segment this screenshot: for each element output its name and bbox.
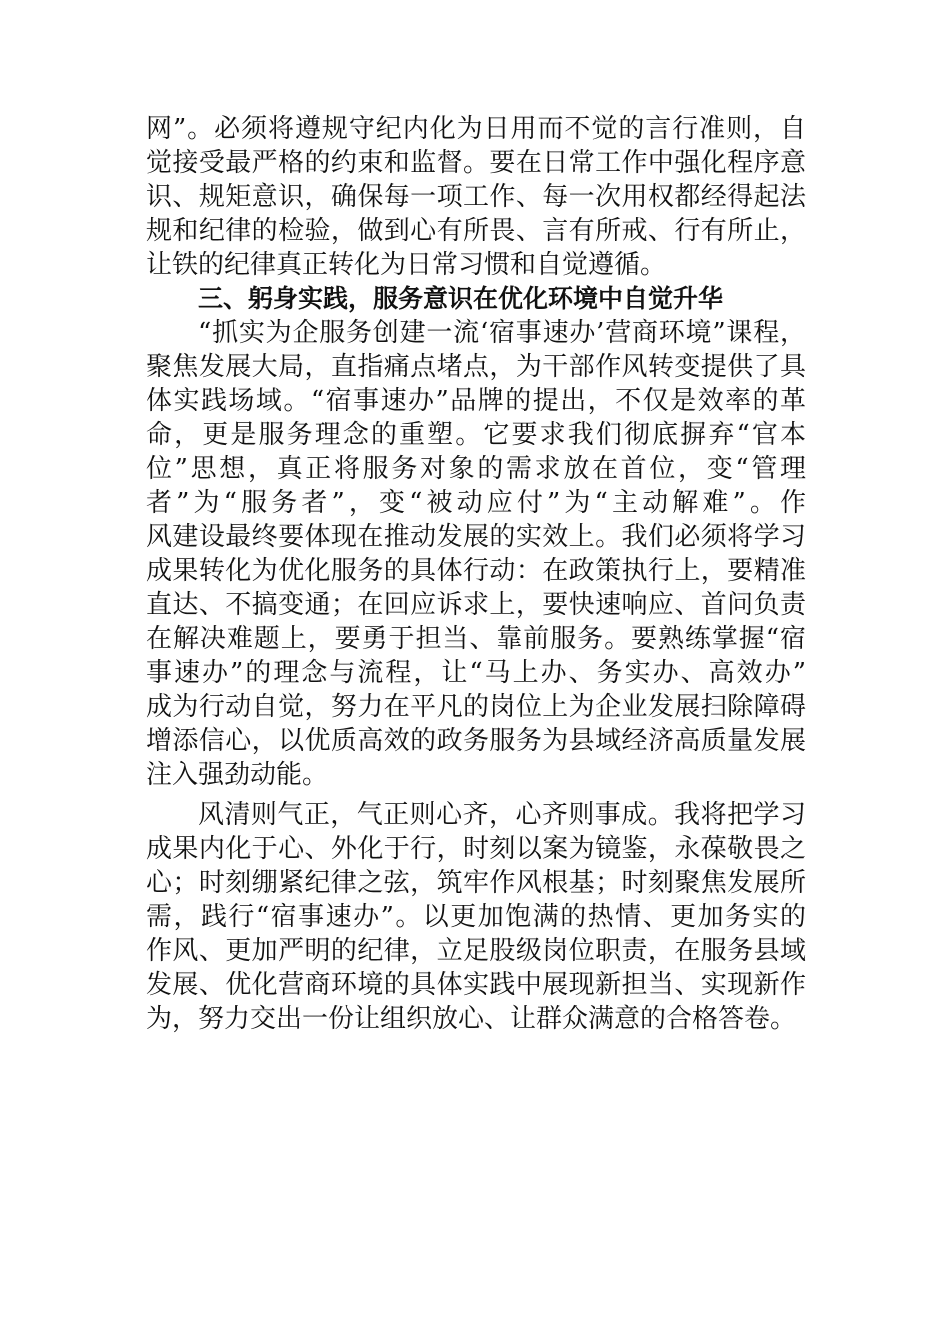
paragraph-service — [146, 316, 806, 792]
text-line: 让铁的纪律真正转化为日常习惯和自觉遵循。 — [146, 250, 667, 280]
text-line: 者”为“服务者”，变“被动应付”为“主动解难”。作 — [146, 488, 806, 518]
text-line: 成为行动自觉，努力在平凡的岗位上为企业发展扫除障碍 — [146, 692, 806, 722]
text-line: 识、规矩意识，确保每一项工作、每一次用权都经得起法 — [146, 182, 806, 212]
text-line: 风清则气正，气正则心齐，心齐则事成。我将把学习 — [198, 800, 806, 830]
paragraph-conclusion — [146, 798, 806, 1036]
text-line: “抓实为企服务创建一流‘宿事速办’营商环境”课程， — [198, 318, 806, 348]
text-line: 需，践行“宿事速办”。以更加饱满的热情、更加务实的 — [146, 902, 806, 932]
text-line: 聚焦发展大局，直指痛点堵点，为干部作风转变提供了具 — [146, 352, 806, 382]
text-line: 成果转化为优化服务的具体行动：在政策执行上，要精准 — [146, 556, 806, 586]
text-line: 位”思想，真正将服务对象的需求放在首位，变“管理 — [146, 454, 806, 484]
section-heading-3: 三、躬身实践，服务意识在优化环境中自觉升华 — [198, 284, 724, 313]
text-line: 风建设最终要体现在推动发展的实效上。我们必须将学习 — [146, 522, 806, 552]
text-line: 注入强劲动能。 — [146, 760, 329, 790]
text-line: 增添信心，以优质高效的政务服务为县域经济高质量发展 — [146, 726, 806, 756]
text-line: 事速办”的理念与流程，让“马上办、务实办、高效办” — [146, 658, 806, 688]
text-line: 成果内化于心、外化于行，时刻以案为镜鉴，永葆敬畏之 — [146, 834, 806, 864]
text-line: 发展、优化营商环境的具体实践中展现新担当、实现新作 — [146, 970, 806, 1000]
text-line: 直达、不搞变通；在回应诉求上，要快速响应、首问负责 — [146, 590, 806, 620]
text-line: 觉接受最严格的约束和监督。要在日常工作中强化程序意 — [146, 148, 806, 178]
text-line: 作风、更加严明的纪律，立足股级岗位职责，在服务县域 — [146, 936, 806, 966]
text-line: 体实践场域。“宿事速办”品牌的提出，不仅是效率的革 — [146, 386, 806, 416]
text-line: 规和纪律的检验，做到心有所畏、言有所戒、行有所止， — [146, 216, 806, 246]
text-line: 网”。必须将遵规守纪内化为日用而不觉的言行准则，自 — [146, 114, 806, 144]
paragraph-discipline — [146, 112, 806, 282]
text-line: 为，努力交出一份让组织放心、让群众满意的合格答卷。 — [146, 1004, 797, 1034]
text-line: 心；时刻绷紧纪律之弦，筑牢作风根基；时刻聚焦发展所 — [146, 868, 806, 898]
text-line: 在解决难题上，要勇于担当、靠前服务。要熟练掌握“宿 — [146, 624, 806, 654]
text-line: 命，更是服务理念的重塑。它要求我们彻底摒弃“官本 — [146, 420, 806, 450]
document-body — [146, 112, 806, 1036]
